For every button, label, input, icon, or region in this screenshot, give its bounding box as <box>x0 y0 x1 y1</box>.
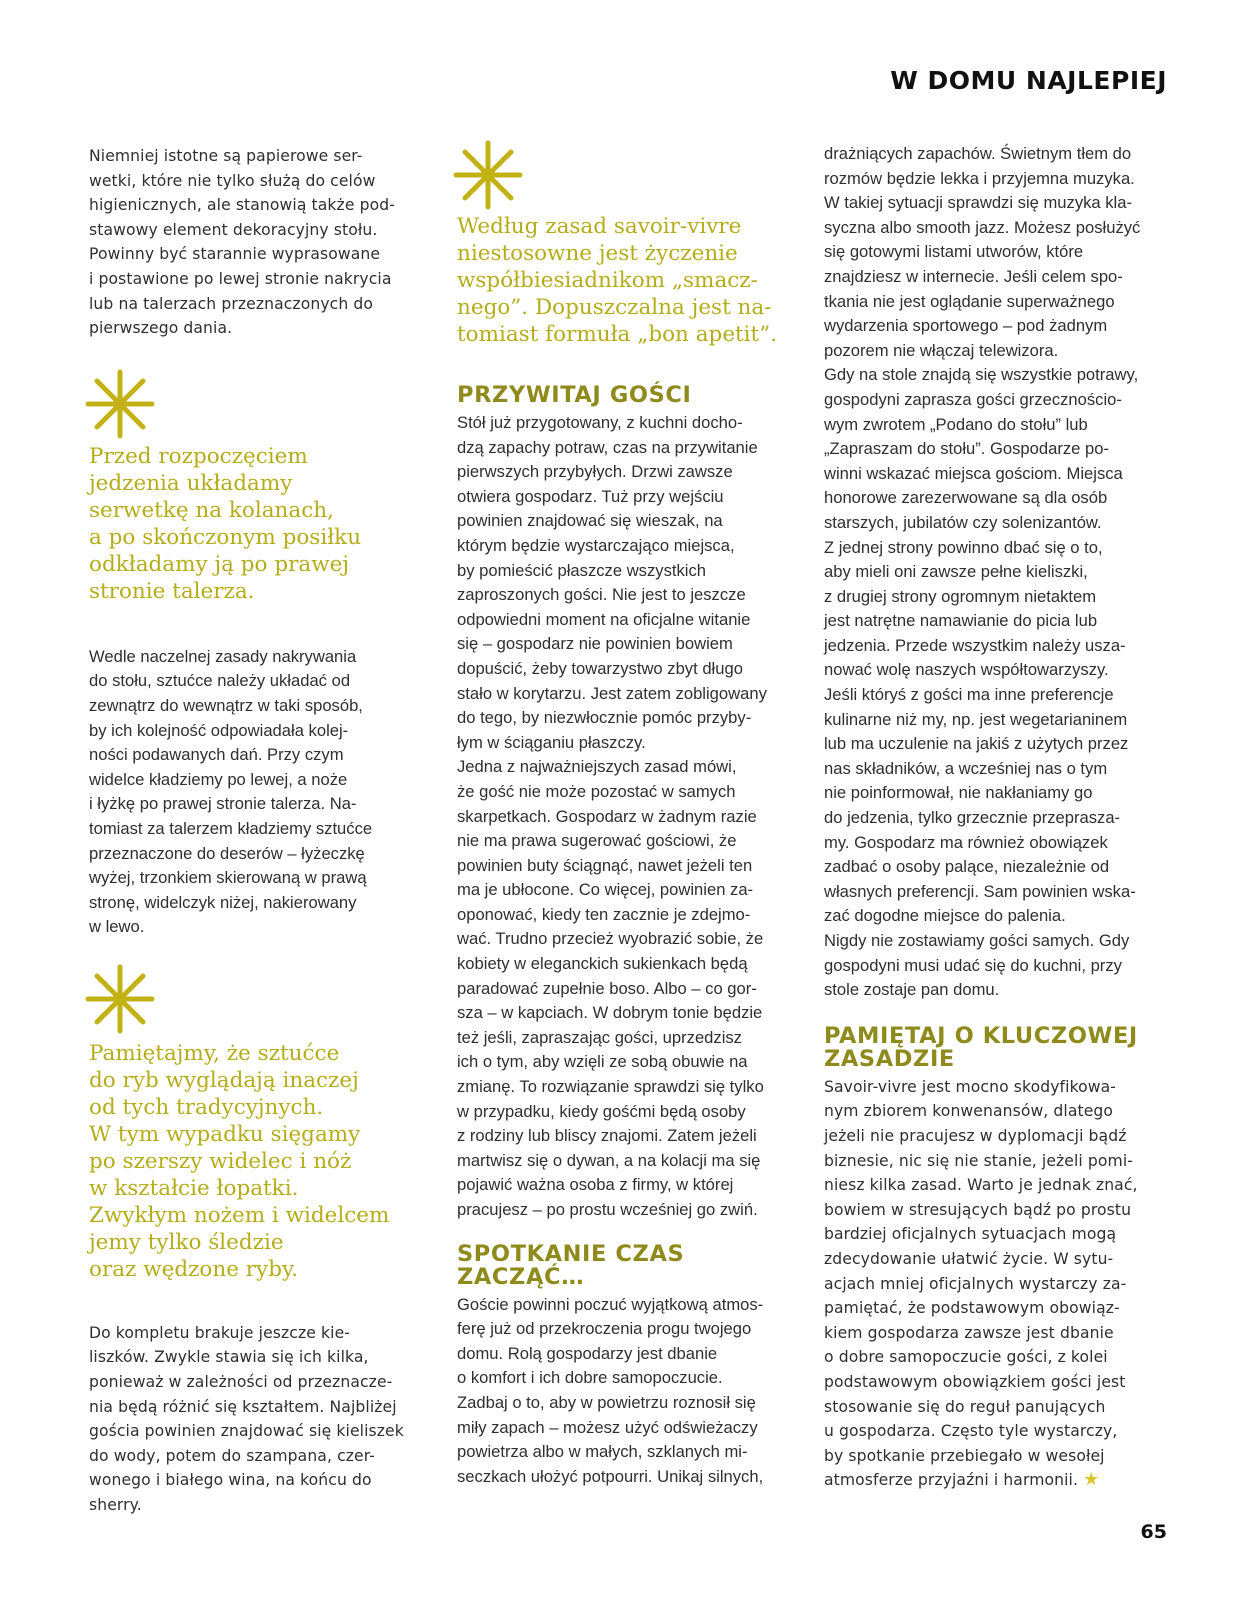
section-title: W DOMU NAJLEPIEJ <box>890 66 1167 95</box>
page-number: 65 <box>1140 1521 1167 1543</box>
quote-napkin: Przed rozpoczęciem jedzenia układamy serwetkę na kolanach, a po skończonym posiłku odkładamy ją po prawej stronie talerza. <box>89 443 362 604</box>
heading-greet-guests: PRZYWITAJ GOŚCI <box>457 382 692 408</box>
paragraph-music-seating: drażniących zapachów. Świetnym tłem do rozmów będzie lekka i przyjemna muzyka. W takiej sytuacji sprawdzi się muzyka kla- syczna albo smooth jazz. Możesz posłużyć się gotowymi listami utworów, które znajdziesz w internecie. Jeśli celem spo- tkania nie jest oglądanie superważnego wydarzenia sportowego – pod żadnym pozorem nie włączaj telewizora. Gdy na stole znajdą się wszystkie potrawy, gospodyni zaprasza gości grzecznościo- wym zwrotem „Podano do stołu” lub „Zapraszam do stołu”. Gospodarze po- winni wskazać miejsca gościom. Miejsca honorowe zarezerwowane są dla osób starszych, jubilatów czy solenizantów. Z jednej strony powinno dbać się o to, aby mieli oni zawsze pełne kieliszki, z drugiej strony ogromnym nietaktem jest natrętne namawianie do picia lub jedzenia. Przede wszystkim należy usza- nować wolę naszych współtowarzyszy. Jeśli któryś z gości ma inne preferencje kulinarne niż my, np. jest wegetarianinem lub ma uczulenie na jakiś z użytych przez nas składników, a wcześniej nas o tym nie poinformował, nie nakłaniamy go do jedzenia, tylko grzecznie przeprasza- my. Gospodarz ma również obowiązek zadbać o osoby palące, niezależnie od własnych preferencji. Sam powinien wska- zać dogodne miejsce do palenia. Nigdy nie zostawiamy gości samych. Gdy gospodyni musi udać się do kuchni, przy stole zostaje pan domu. <box>824 144 1141 1000</box>
heading-key-rule: PAMIĘTAJ O KLUCZOWEJ ZASADZIE <box>824 1022 1138 1072</box>
paragraph-glasses: Do kompletu brakuje jeszcze kie- liszków. Zwykle stawia się ich kilka, ponieważ w zależności od przeznacze- nia będą różnić się kształtem. Najbliżej gościa powinien znajdować się kieliszek do wody, potem do szampana, czer- wonego i białego wina, na końcu do sherry. <box>89 1323 404 1515</box>
quote-savoir-vivre: Według zasad savoir-vivre niestosowne jest życzenie współbiesiadnikom „smacz- nego”. Dopuszczalna jest na- tomiast formuła „bon apetit”. <box>457 214 778 347</box>
end-star-icon: ★ <box>1083 1469 1100 1491</box>
asterisk-star-icon <box>85 964 155 1034</box>
heading-meeting-start: SPOTKANIE CZAS ZACZĄĆ… <box>457 1240 685 1290</box>
paragraph-meeting-start: Goście powinni poczuć wyjątkową atmos- ferę już od przekroczenia progu twojego domu. Rolą gospodarzy jest dbanie o komfort i ich dobre samopoczucie. Zadbaj o to, aby w powietrzu roznosił się miły zapach – możesz użyć odświeżaczy powietrza albo w małych, szklanych mi- seczkach ułożyć potpourri. Unikaj silnych, <box>457 1294 764 1486</box>
asterisk-star-icon <box>85 369 155 439</box>
paragraph-cutlery: Wedle naczelnej zasady nakrywania do stołu, sztućce należy układać od zewnątrz do wewnątrz w taki sposób, by ich kolejność odpowiadała kolej- ności podawanych dań. Przy czym widelce kładziemy po lewej, a noże i łyżkę po prawej stronie talerza. Na- tomiast za talerzem kładziemy sztućce przeznaczone do deserów – łyżeczkę wyżej, trzonkiem skierowaną w prawą stronę, widelczyk niżej, nakierowany w lewo. <box>89 646 373 937</box>
asterisk-star-icon <box>453 140 523 210</box>
paragraph-napkins: Niemniej istotne są papierowe ser- wetki, które nie tylko służą do celów higienicznych, ale stanowią także pod- stawowy element dekoracyjny stołu. Powinny być starannie wyprasowane i postawione po lewej stronie nakrycia lub na talerzach przeznaczonych do pierwszego dania. <box>89 147 395 338</box>
paragraph-key-rule <box>824 1075 1162 1493</box>
paragraph-greet-guests: Stół już przygotowany, z kuchni docho- dzą zapachy potraw, czas na przywitanie pierwszych przybyłych. Drzwi zawsze otwiera gospodarz. Tuż przy wejściu powinien znajdować się wieszak, na którym będzie wystarczająco miejsca, by pomieścić płaszcze wszystkich zaproszonych gości. Nie jest to jeszcze odpowiedni moment na oficjalne witanie się – gospodarz nie powinien bowiem dopuścić, żeby towarzystwo zbyt długo stało w korytarzu. Jest zatem zobligowany do tego, by niezwłocznie pomóc przyby- łym w ściąganiu płaszczy. Jedna z najważniejszych zasad mówi, że gość nie może pozostać w samych skarpetkach. Gospodarz w żadnym razie nie ma prawa sugerować gościowi, że powinien buty ściągnąć, nawet jeżeli ten ma je ubłocone. Co więcej, powinien za- oponować, kiedy ten zacznie je zdejmo- wać. Trudno przecież wyobrazić sobie, że kobiety w eleganckich sukienkach będą paradować zupełnie boso. Albo – co gor- sza – w kapciach. W dobrym tonie będzie też jeśli, zapraszając gości, uprzedzisz ich o tym, aby wzięli ze sobą obuwie na zmianę. To rozwiązanie sprawdzi się tylko w przypadku, kiedy gośćmi będą osoby z rodziny lub bliscy znajomi. Zatem jeżeli martwisz się o dywan, a na kolacji ma się pojawić ważna osoba z firmy, w której pracujesz – po prostu wcześniej go zwiń. <box>457 413 767 1219</box>
column-2 <box>457 140 795 1489</box>
column-1 <box>89 144 427 1518</box>
column-3 <box>824 142 1162 1493</box>
paragraph-key-rule-text: Savoir-vivre jest mocno skodyfikowa- nym zbiorem konwenansów, dlatego jeżeli nie pracujesz w dyplomacji bądź biznesie, nic się nie stanie, jeżeli pomi- niesz kilka zasad. Warto je jednak znać, bowiem w stresujących bądź po prostu bardziej oficjalnych sytuacjach mogą zdecydowanie ułatwić życie. W sytu- acjach mniej oficjalnych wystarczy za- pamiętać, że podstawowym obowiąz- kiem gospodarza zawsze jest dbanie o dobre samopoczucie gości, z kolei podstawowym obowiązkiem gości jest stosowanie się do reguł panujących u gospodarza. Często tyle wystarczy, by spotkanie przebiegało w wesołej atmosferze przyjaźni i harmonii. <box>824 1077 1138 1490</box>
quote-fish-cutlery: Pamiętajmy, że sztućce do ryb wyglądają inaczej od tych tradycyjnych. W tym wypadku sięgamy po szerszy widelec i nóż w kształcie łopatki. Zwykłym nożem i widelcem jemy tylko śledzie oraz wędzone ryby. <box>89 1040 390 1282</box>
